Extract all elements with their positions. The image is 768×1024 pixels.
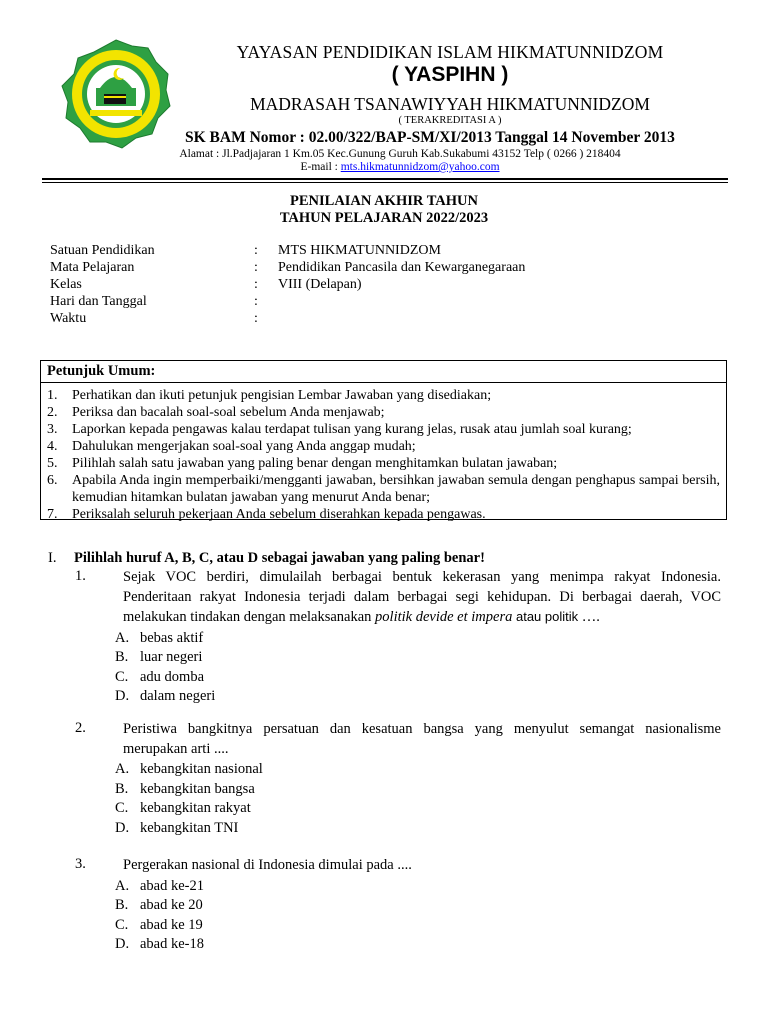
answer-option[interactable] xyxy=(115,687,721,707)
item-text: Perhatikan dan ikuti petunjuk pengisian Lembar Jawaban yang disediakan; xyxy=(72,388,492,403)
option-text: abad ke 20 xyxy=(140,897,203,913)
question-text-part: atau politik xyxy=(512,609,579,624)
option-text: luar negeri xyxy=(140,649,203,665)
header-rule-thin xyxy=(42,182,728,183)
answer-option[interactable] xyxy=(115,780,721,800)
info-value: VIII (Delapan) xyxy=(278,277,362,292)
option-letter: A. xyxy=(115,629,130,646)
answer-option[interactable] xyxy=(115,629,721,649)
answer-option[interactable] xyxy=(115,896,721,916)
section-number: I. xyxy=(48,550,57,566)
info-value: Pendidikan Pancasila dan Kewarganegaraan xyxy=(278,260,526,275)
info-row xyxy=(50,277,525,294)
info-row xyxy=(50,260,525,277)
question-2 xyxy=(75,720,721,838)
item-text: Periksa dan bacalah soal-soal sebelum Anda menjawab; xyxy=(72,405,385,420)
option-letter: B. xyxy=(115,780,129,797)
answer-option[interactable] xyxy=(115,877,721,897)
info-row xyxy=(50,311,525,328)
item-number: 5. xyxy=(47,456,58,471)
item-text: Laporkan kepada pengawas kalau terdapat tulisan yang kurang jelas, rusak atau jumlah soal kurang; xyxy=(72,422,632,437)
list-item xyxy=(47,506,720,523)
answer-option[interactable] xyxy=(115,935,721,955)
list-item xyxy=(47,421,720,438)
item-text: Pilihlah salah satu jawaban yang paling benar dengan menghitamkan bulatan jawaban; xyxy=(72,456,558,471)
item-text: Periksalah seluruh pekerjaan Anda sebelum diserahkan kepada pengawas. xyxy=(72,507,486,522)
option-letter: A. xyxy=(115,761,130,777)
foundation-name: YAYASAN PENDIDIKAN ISLAM HIKMATUNNIDZOM xyxy=(236,42,664,62)
answer-option[interactable] xyxy=(115,760,721,780)
school-email-line xyxy=(120,161,680,173)
question-1 xyxy=(75,568,721,707)
answer-options xyxy=(115,629,721,707)
list-item xyxy=(47,455,720,472)
question-number: 3. xyxy=(75,856,86,872)
answer-option[interactable] xyxy=(115,648,721,668)
option-text: kebangkitan nasional xyxy=(140,761,263,777)
item-number: 7. xyxy=(47,507,58,522)
question-text-italic: politik devide et impera xyxy=(375,609,513,625)
option-letter: D. xyxy=(115,688,130,704)
question-number: 2. xyxy=(75,720,86,736)
info-label: Mata Pelajaran xyxy=(50,260,135,275)
item-number: 6. xyxy=(47,473,58,488)
option-letter: C. xyxy=(115,668,129,685)
email-link[interactable]: mts.hikmatunnidzom@yahoo.com xyxy=(340,161,500,173)
foundation-abbr: ( YASPIHN ) xyxy=(391,63,509,86)
option-letter: A. xyxy=(115,877,130,894)
list-item xyxy=(47,472,720,506)
instructions-box xyxy=(40,360,727,520)
option-letter: B. xyxy=(115,897,129,913)
info-row xyxy=(50,243,525,260)
school-address: Alamat : Jl.Padjajaran 1 Km.05 Kec.Gunung Guruh Kab.Sukabumi 43152 Telp ( 0266 ) 218404 xyxy=(179,148,621,160)
info-label: Satuan Pendidikan xyxy=(50,243,155,258)
item-number: 2. xyxy=(47,405,58,420)
info-colon: : xyxy=(254,277,258,292)
info-label: Waktu xyxy=(50,311,87,326)
question-text: Peristiwa bangkitnya persatuan dan kesatuan bangsa yang menyulut semangat nasionalisme merupakan arti .... xyxy=(123,721,721,757)
info-row xyxy=(50,294,525,311)
option-text: kebangkitan bangsa xyxy=(140,780,255,797)
option-text: adu domba xyxy=(140,668,205,685)
question-text-part: Sejak VOC berdiri, dimulailah berbagai bentuk kekerasan yang menimpa rakyat Indonesia. Penderitaan rakyat Indonesia terjadi dalam berbagai segi kehidupan. Di berbagai daerah, VOC melakukan tindakan dengan melaksanakan xyxy=(123,569,721,625)
school-name: MADRASAH TSANAWIYYAH HIKMATUNNIDZOM xyxy=(250,94,650,114)
question-3 xyxy=(75,856,721,955)
option-letter: C. xyxy=(115,916,129,933)
instructions-title: Petunjuk Umum: xyxy=(41,361,726,383)
list-item xyxy=(47,438,720,455)
option-letter: B. xyxy=(115,649,129,665)
info-colon: : xyxy=(254,260,258,275)
option-text: dalam negeri xyxy=(140,688,216,704)
item-number: 4. xyxy=(47,439,58,454)
option-letter: C. xyxy=(115,800,129,816)
instructions-list xyxy=(41,383,726,523)
exam-year: TAHUN PELAJARAN 2022/2023 xyxy=(279,210,489,226)
school-seal-icon xyxy=(60,38,172,150)
option-letter: D. xyxy=(115,819,130,836)
info-colon: : xyxy=(254,311,258,326)
question-text-part: …. xyxy=(578,609,600,625)
option-text: abad ke-18 xyxy=(140,936,205,952)
option-text: abad ke 19 xyxy=(140,916,203,933)
accreditation: ( TERAKREDITASI A ) xyxy=(398,115,502,126)
option-text: abad ke-21 xyxy=(140,877,205,894)
answer-option[interactable] xyxy=(115,668,721,688)
header-rule-thick xyxy=(42,178,728,180)
answer-option[interactable] xyxy=(115,819,721,839)
sk-number: SK BAM Nomor : 02.00/322/BAP-SM/XI/2013 Tanggal 14 November 2013 xyxy=(185,129,675,146)
option-text: kebangkitan TNI xyxy=(140,819,239,836)
option-letter: D. xyxy=(115,936,130,952)
answer-option[interactable] xyxy=(115,799,721,819)
section-heading xyxy=(48,550,485,567)
item-number: 1. xyxy=(47,388,58,403)
info-label: Kelas xyxy=(50,277,82,292)
email-label: E-mail : xyxy=(300,161,341,173)
exam-info xyxy=(50,243,525,328)
answer-options xyxy=(115,760,721,838)
list-item xyxy=(47,387,720,404)
option-text: bebas aktif xyxy=(140,629,204,646)
info-label: Hari dan Tanggal xyxy=(50,294,147,309)
info-colon: : xyxy=(254,294,258,309)
question-number: 1. xyxy=(75,568,86,584)
item-text: Dahulukan mengerjakan soal-soal yang Anda anggap mudah; xyxy=(72,439,416,454)
section-title: Pilihlah huruf A, B, C, atau D sebagai jawaban yang paling benar! xyxy=(74,550,485,566)
item-number: 3. xyxy=(47,422,58,437)
answer-options xyxy=(115,877,721,955)
answer-option[interactable] xyxy=(115,916,721,936)
exam-title: PENILAIAN AKHIR TAHUN xyxy=(290,193,478,209)
info-value: MTS HIKMATUNNIDZOM xyxy=(278,243,441,258)
question-text xyxy=(123,568,721,628)
option-text: kebangkitan rakyat xyxy=(140,800,251,816)
question-text: Pergerakan nasional di Indonesia dimulai pada .... xyxy=(123,857,412,873)
list-item xyxy=(47,404,720,421)
item-text: Apabila Anda ingin memperbaiki/mengganti jawaban, bersihkan jawaban semula dengan penghapus sampai bersih, kemudian hitamkan bulatan jawaban yang menurut Anda benar; xyxy=(72,473,720,505)
info-colon: : xyxy=(254,243,258,258)
